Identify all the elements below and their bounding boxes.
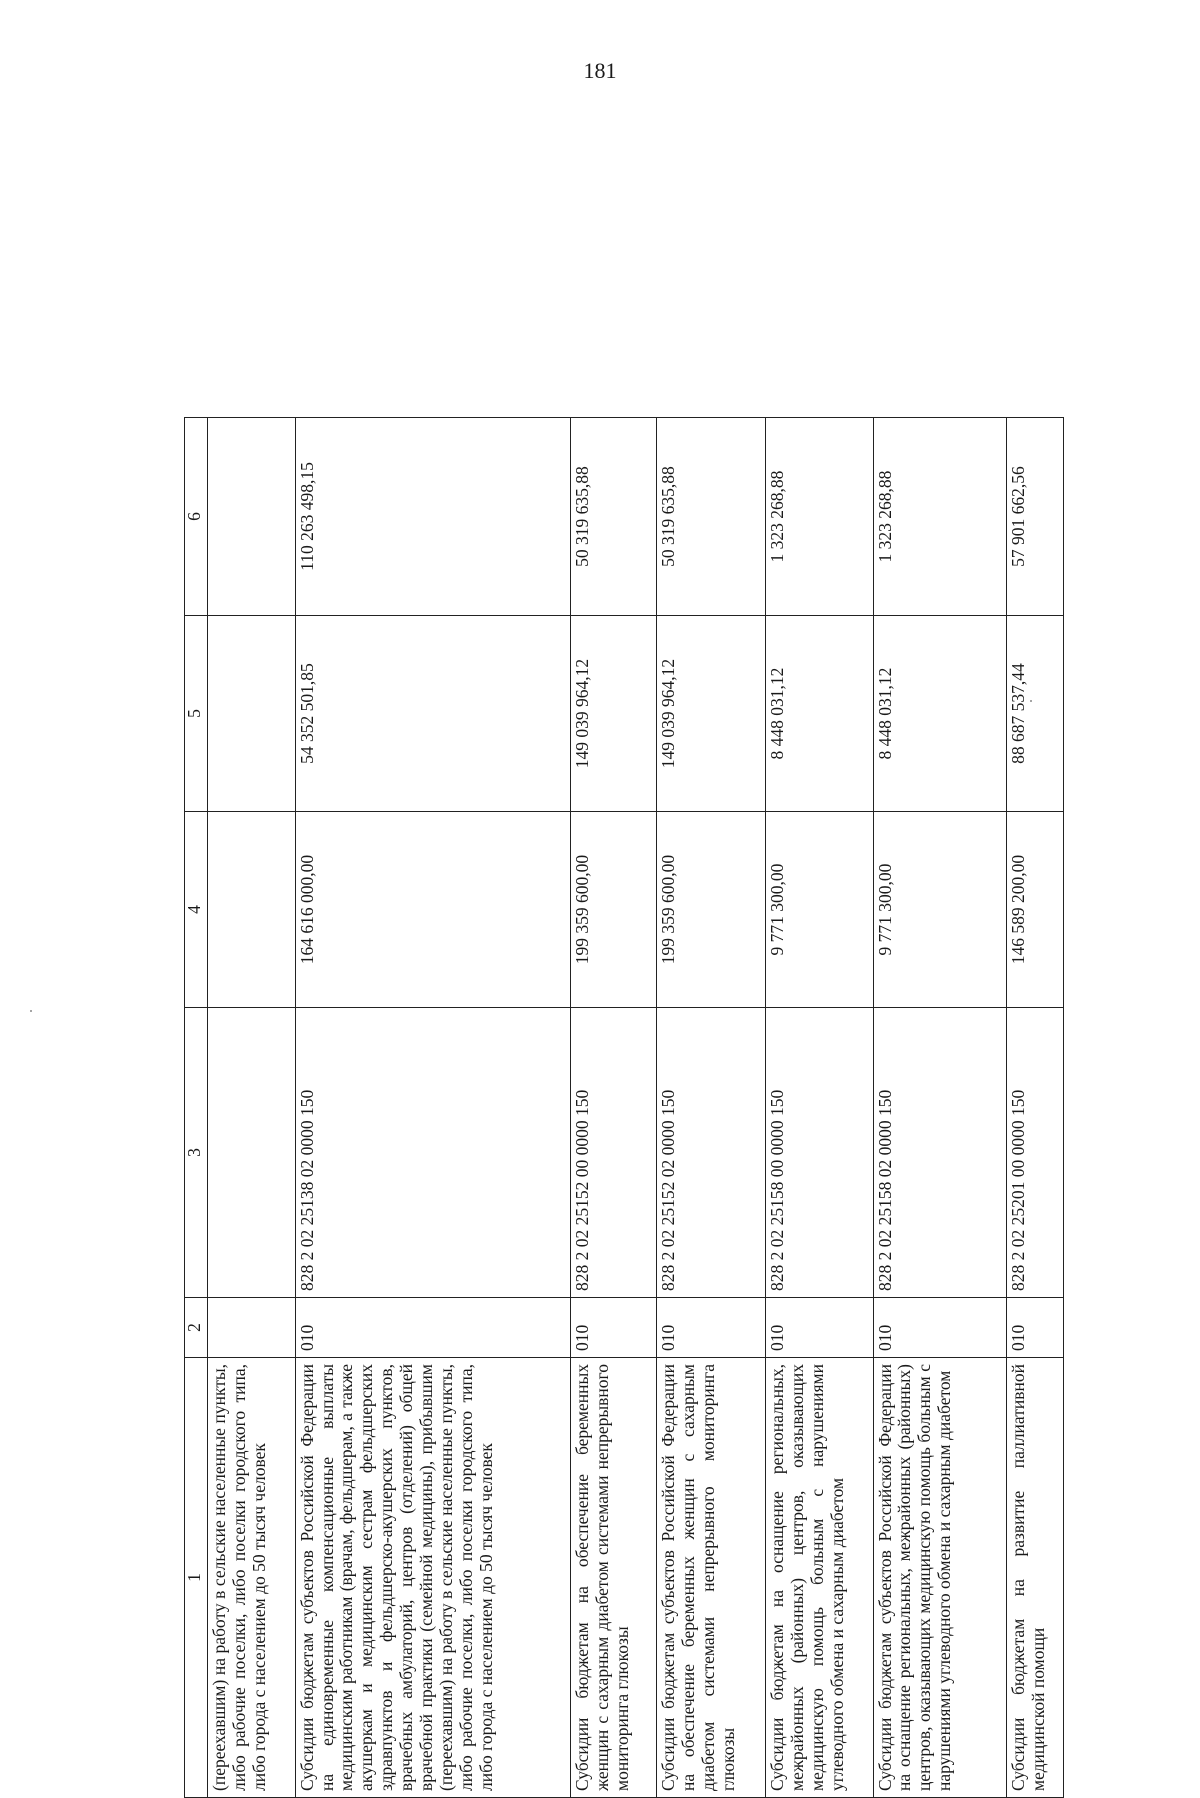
description-cell: Субсидии бюджетам субъектов Российской Федерации на обеспечение беременных женщин с сахарным диабетом системами непрерывного мониторинга глюкозы [656, 1358, 765, 1798]
code-cell: 010 [295, 1298, 571, 1358]
code-cell: 010 [766, 1298, 873, 1358]
amount-cell: 110 263 498,15 [295, 418, 571, 616]
classification-cell: 828 2 02 25158 02 0000 150 [873, 1008, 1007, 1298]
column-header: 2 [185, 1298, 208, 1358]
table-header-row [185, 418, 208, 1798]
code-cell: 010 [571, 1298, 656, 1358]
amount-cell [208, 812, 296, 1008]
description-cell: Субсидии бюджетам субъектов Российской Федерации на оснащение региональных, межрайонных (районных) центров, оказывающих медицинскую помощь больным с нарушениями углеводного обмена и сахарным диабетом [873, 1358, 1007, 1798]
amount-cell: 199 359 600,00 [656, 812, 765, 1008]
amount-cell: 149 039 964,12 [571, 616, 656, 812]
column-header: 6 [185, 418, 208, 616]
table-row [571, 418, 656, 1798]
classification-cell: 828 2 02 25138 02 0000 150 [295, 1008, 571, 1298]
amount-cell: 50 319 635,88 [571, 418, 656, 616]
amount-cell: 199 359 600,00 [571, 812, 656, 1008]
description-cell: Субсидии бюджетам на оснащение региональных, межрайонных (районных) центров, оказывающих медицинскую помощь больным с нарушениями углеводного обмена и сахарным диабетом [766, 1358, 873, 1798]
amount-cell: 149 039 964,12 [656, 616, 765, 812]
code-cell: 010 [873, 1298, 1007, 1358]
page-number: 181 [583, 58, 617, 83]
amount-cell: 88 687 537,44 [1007, 616, 1064, 812]
amount-cell: 164 616 000,00 [295, 812, 571, 1008]
amount-cell: 54 352 501,85 [295, 616, 571, 812]
code-cell: 010 [656, 1298, 765, 1358]
column-header: 5 [185, 616, 208, 812]
amount-cell: 8 448 031,12 [873, 616, 1007, 812]
amount-cell [208, 616, 296, 812]
column-header: 4 [185, 812, 208, 1008]
table-row [295, 418, 571, 1798]
table-row [1007, 418, 1064, 1798]
classification-cell: 828 2 02 25152 00 0000 150 [571, 1008, 656, 1298]
code-cell: 010 [1007, 1298, 1064, 1358]
description-cell: Субсидии бюджетам субъектов Российской Федерации на единовременные компенсационные выплаты медицинским работникам (врачам, фельдшерам, а также акушеркам и медицинским сестрам фельдшерских здравпунктов и фельдшерско-акушерских пунктов, врачебных амбулаторий, центров (отделений) общей врачебной практики (семейной медицины), прибывшим (переехавшим) на работу в сельские населенные пункты, либо рабочие поселки, либо поселки городского типа, либо города с населением до 50 тысяч человек [295, 1358, 571, 1798]
amount-cell: 9 771 300,00 [873, 812, 1007, 1008]
classification-cell: 828 2 02 25152 02 0000 150 [656, 1008, 765, 1298]
amount-cell: 146 589 200,00 [1007, 812, 1064, 1008]
code-cell [208, 1298, 296, 1358]
table-row [208, 418, 296, 1798]
description-cell: (переехавшим) на работу в сельские населенные пункты, либо рабочие поселки, либо поселки городского типа, либо города с населением до 50 тысяч человек [208, 1358, 296, 1798]
classification-cell [208, 1008, 296, 1298]
amount-cell: 50 319 635,88 [656, 418, 765, 616]
amount-cell [208, 418, 296, 616]
amount-cell: 1 323 268,88 [873, 418, 1007, 616]
classification-cell: 828 2 02 25158 00 0000 150 [766, 1008, 873, 1298]
amount-cell: 8 448 031,12 [766, 616, 873, 812]
amount-cell: 1 323 268,88 [766, 418, 873, 616]
amount-cell: 9 771 300,00 [766, 812, 873, 1008]
table-row [873, 418, 1007, 1798]
column-header: 3 [185, 1008, 208, 1298]
rotated-table-container [184, 418, 1064, 1798]
budget-table [184, 417, 1064, 1798]
table-row [766, 418, 873, 1798]
table-row [656, 418, 765, 1798]
description-cell: Субсидии бюджетам на развитие паллиативной медицинской помощи [1007, 1358, 1064, 1798]
description-cell: Субсидии бюджетам на обеспечение беременных женщин с сахарным диабетом системами непрерывного мониторинга глюкозы [571, 1358, 656, 1798]
amount-cell: 57 901 662,56 [1007, 418, 1064, 616]
scan-speck [30, 1010, 32, 1012]
classification-cell: 828 2 02 25201 00 0000 150 [1007, 1008, 1064, 1298]
column-header: 1 [185, 1358, 208, 1798]
